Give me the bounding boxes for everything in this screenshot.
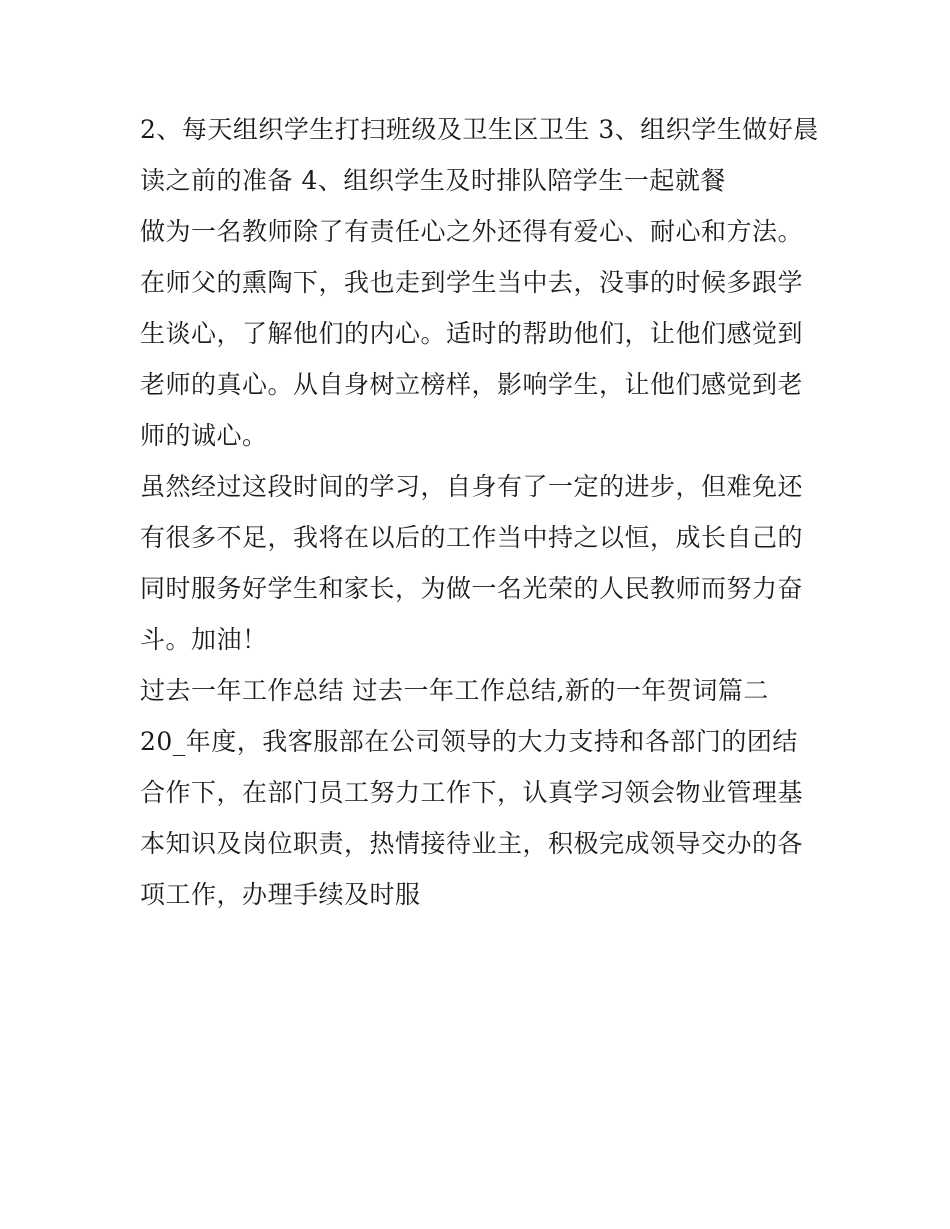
document-body: [140, 104, 820, 920]
paragraph-teacher-care: 做为一名教师除了有责任心之外还得有爱心、耐心和方法。在师父的熏陶下，我也走到学生当中去，没事的时候多跟学生谈心，了解他们的内心。适时的帮助他们，让他们感觉到老师的真心。从自身树立榜样，影响学生，让他们感觉到老师的诚心。: [140, 217, 804, 450]
paragraph-daily-tasks: 2、每天组织学生打扫班级及卫生区卫生 3、组织学生做好晨读之前的准备 4、组织学生及时排队陪学生一起就餐: [140, 115, 819, 195]
paragraph-customer-service: 20_年度，我客服部在公司领导的大力支持和各部门的团结合作下，在部门员工努力工作下，认真学习领会物业管理基本知识及岗位职责，热情接待业主，积极完成领导交办的各项工作，办理手续及时服: [140, 727, 804, 909]
section-heading: 过去一年工作总结 过去一年工作总结,新的一年贺词篇二: [140, 676, 769, 705]
paragraph-progress: 虽然经过这段时间的学习，自身有了一定的进步，但难免还有很多不足，我将在以后的工作当中持之以恒，成长自己的同时服务好学生和家长，为做一名光荣的人民教师而努力奋斗。加油！: [140, 472, 804, 654]
